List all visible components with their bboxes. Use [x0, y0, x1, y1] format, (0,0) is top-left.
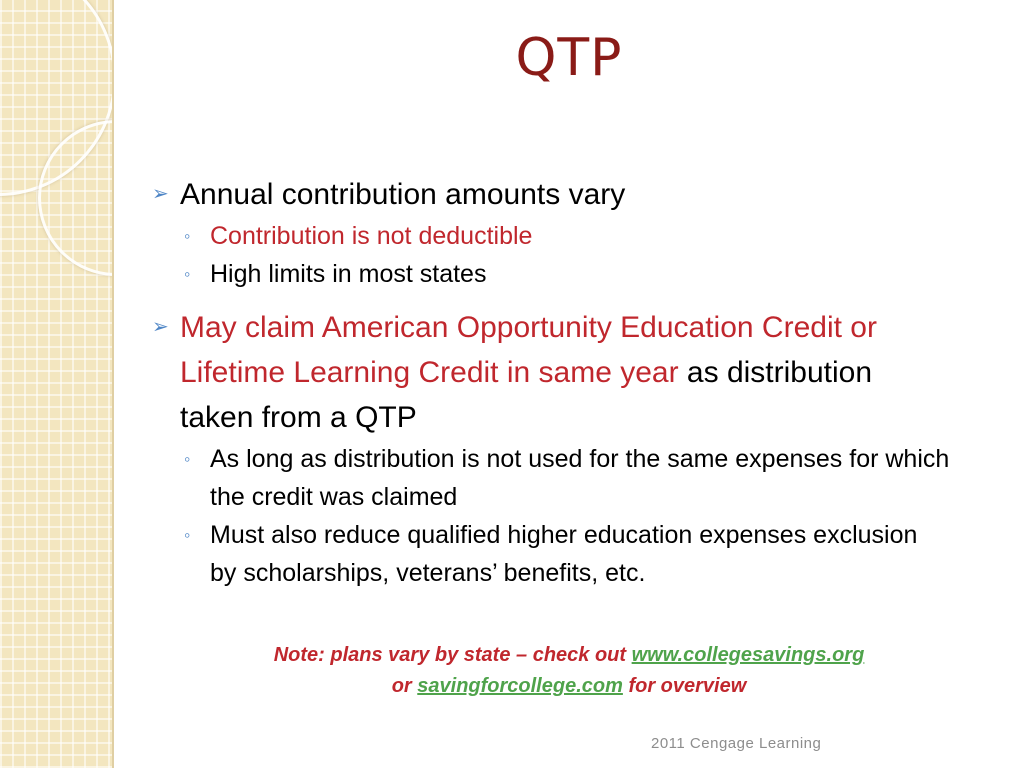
bullet-education-credit: [150, 305, 950, 440]
arrow-bullet-icon: ➢: [152, 183, 169, 205]
circle-bullet-icon: ◦: [184, 264, 191, 284]
circle-bullet-icon: ◦: [184, 449, 191, 469]
arrow-bullet-icon: ➢: [152, 316, 169, 338]
bullet-contribution: [150, 172, 950, 217]
slide-title: QTP: [515, 28, 623, 88]
sub-bullet: [150, 217, 950, 255]
circle-bullet-icon: ◦: [184, 525, 191, 545]
sub-bullet: [150, 516, 950, 592]
sub-bullet-text: Contribution is not deductible: [210, 222, 533, 250]
circle-bullet-icon: ◦: [184, 226, 191, 246]
bullet-text: as distribution taken from a QTP: [180, 356, 873, 434]
sub-bullet: [150, 440, 950, 516]
savingforcollege-link[interactable]: savingforcollege.com: [417, 675, 623, 697]
note-prefix: Note: plans vary by state – check out: [273, 644, 627, 666]
slide-body: [150, 172, 950, 592]
sub-bullet-text: Must also reduce qualified higher education expenses exclusion by scholarships, veterans’ benefits, etc.: [210, 521, 918, 587]
collegesavings-link[interactable]: www.collegesavings.org: [631, 644, 865, 666]
note-text: [114, 640, 1024, 702]
bullet-text-emphasis: May claim American Opportunity Education Credit or Lifetime Learning Credit in same year: [180, 311, 877, 389]
decorative-sidebar: [0, 0, 112, 768]
sub-bullet-text: As long as distribution is not used for the same expenses for which the credit was claimed: [210, 445, 950, 511]
sub-bullet-text: High limits in most states: [210, 260, 487, 288]
note-middle: or: [391, 675, 412, 697]
footer-copyright: 2011 Cengage Learning: [651, 735, 822, 752]
note-suffix: for overview: [628, 675, 747, 697]
bullet-text: Annual contribution amounts vary: [180, 178, 626, 211]
sub-bullet: [150, 255, 950, 293]
